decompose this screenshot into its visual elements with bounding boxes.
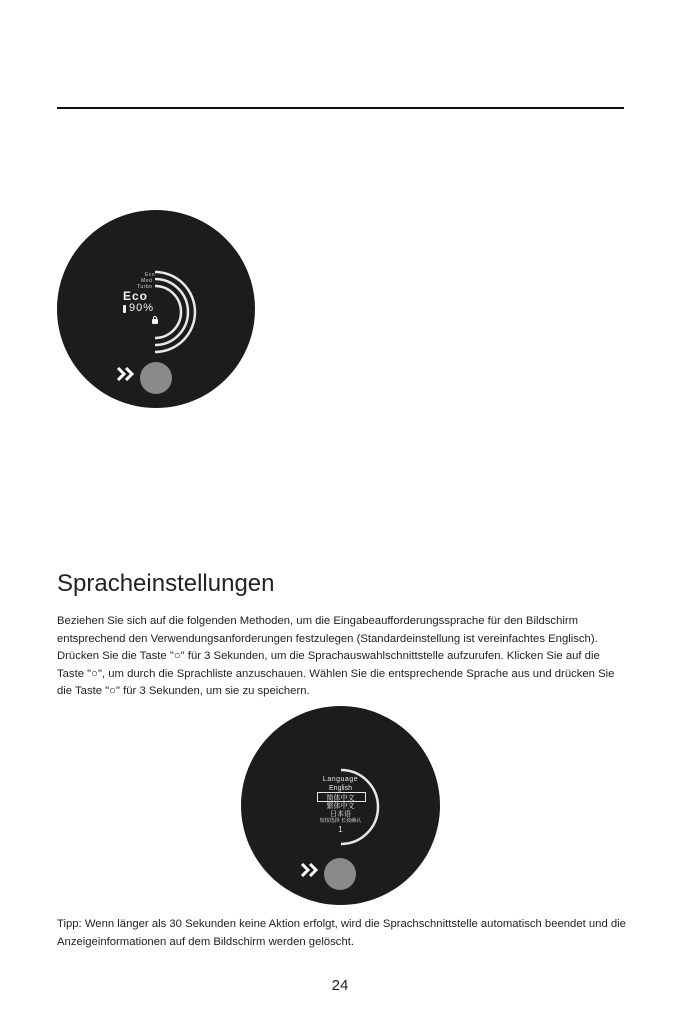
double-chevron-right-icon (117, 367, 137, 381)
device-button[interactable] (324, 858, 356, 890)
page-number: 24 (331, 977, 349, 994)
double-chevron-right-icon (301, 863, 321, 877)
device-button[interactable] (140, 362, 172, 394)
mode-option-turbo: Turbo (137, 284, 153, 290)
language-page-number: 1 (338, 825, 343, 834)
language-option-japanese: 日本语 (330, 811, 351, 818)
language-title: Language (322, 776, 359, 783)
section-heading: Spracheinstellungen (57, 570, 275, 597)
battery-level: 90% (129, 302, 155, 314)
section-body-text: Beziehen Sie sich auf die folgenden Methoden, um die Eingabeaufforderungssprache für den Bildschirm entsprechend den Verwendungsanforderungen festzulegen (Standardeinstellung ist vereinfachtes Englisch). Drücken Sie die Taste "○" für 3 Sekunden, um die Sprachauswahlschnittstelle aufzurufen. Klicken Sie auf die Taste "○", um durch die Sprachliste anzuschauen. Wählen Sie die entsprechende Sprache aus und drücken Sie die Taste "○" für 3 Sekunden, um sie zu speichern. (57, 615, 615, 698)
language-option-english: English (329, 785, 352, 792)
header-rule (57, 107, 624, 109)
device-display-mode (57, 210, 255, 408)
language-option-traditional-chinese: 繁体中文 (326, 803, 355, 810)
language-hint: 短按选择 长按确认 (319, 818, 362, 824)
mode-option-eco: Eco (145, 272, 156, 278)
current-mode-label: Eco (123, 289, 149, 303)
lock-icon (152, 319, 158, 324)
tip-text: Tipp: Wenn länger als 30 Sekunden keine Aktion erfolgt, wird die Sprachschnittstelle automatisch beendet und die Anzeigeinformationen auf dem Bildschirm werden gelöscht. (57, 918, 626, 948)
mode-option-med: Med (141, 278, 153, 284)
language-option-simplified-chinese: 简体中文 (326, 795, 355, 802)
device-display-language (241, 706, 440, 905)
battery-icon (123, 305, 126, 313)
